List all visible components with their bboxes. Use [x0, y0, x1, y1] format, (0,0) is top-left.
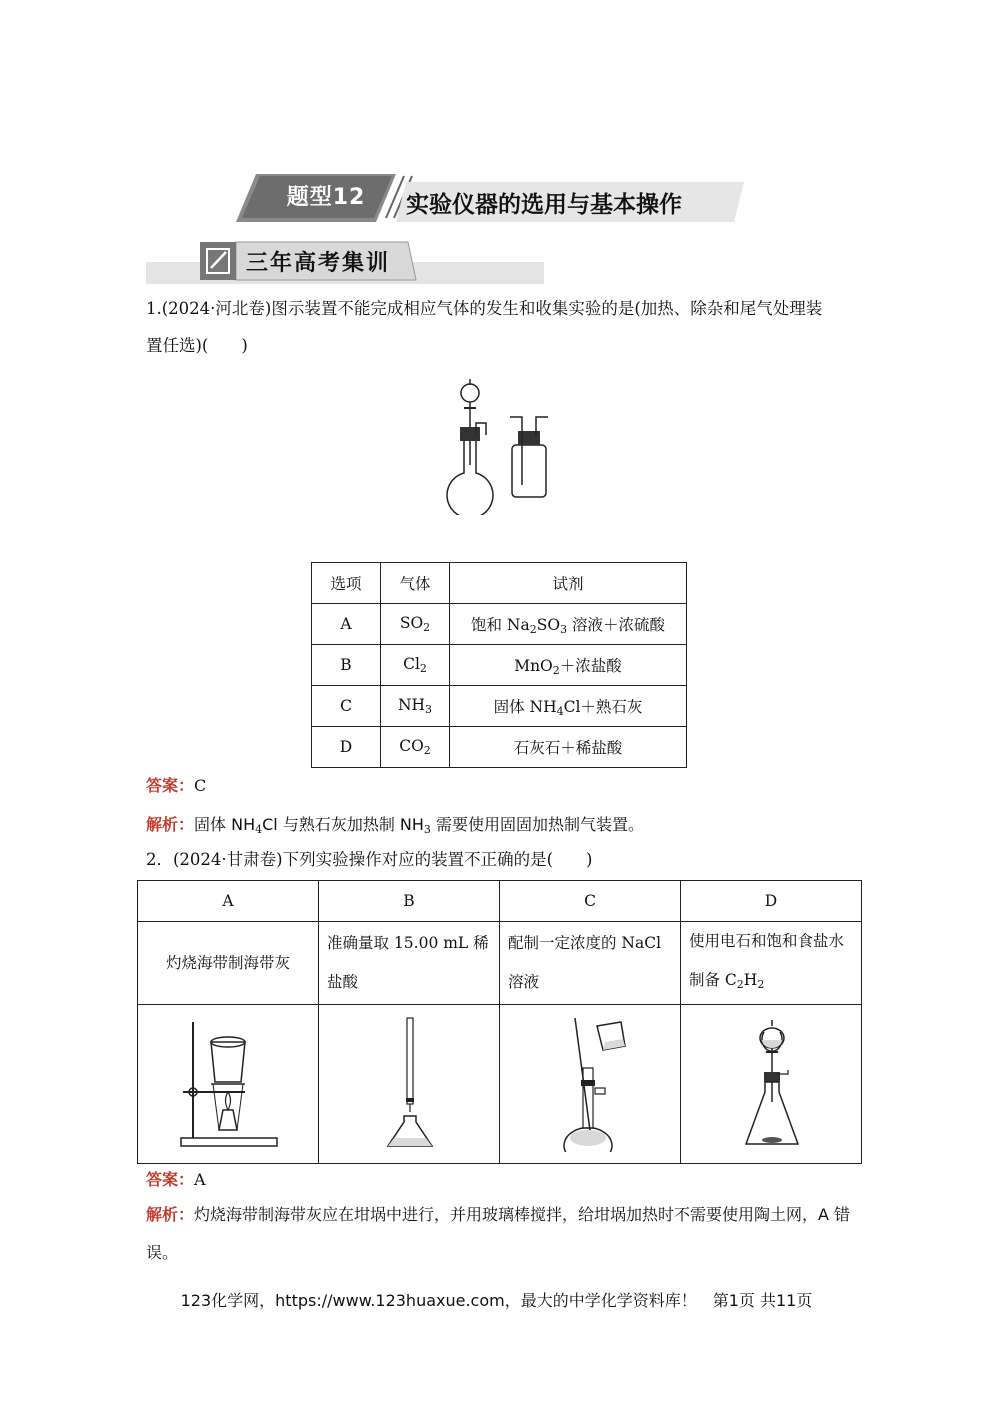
section-title: 三年高考集训 — [246, 251, 391, 276]
image-c — [500, 1005, 681, 1164]
header-b: B — [319, 881, 500, 922]
gas-text: NH — [397, 696, 426, 714]
reagent-subscript: 3 — [560, 622, 568, 636]
gas-subscript: 2 — [423, 744, 431, 757]
reagent-text: 饱和 Na — [471, 615, 530, 634]
reagent-text: 固体 NH — [493, 697, 557, 716]
section-header — [146, 240, 546, 284]
question-2-answer — [146, 1167, 206, 1190]
banner-tag: 题型12 — [286, 185, 366, 210]
burette-flask-apparatus — [354, 1012, 464, 1152]
evaporating-dish-burner-apparatus — [173, 1012, 283, 1152]
cell-option: A — [312, 604, 381, 645]
cell-gas — [381, 645, 450, 686]
gas-text: CO — [399, 737, 424, 755]
reagent-text: MnO — [514, 656, 553, 675]
reagent-table — [311, 562, 687, 768]
cell-gas — [381, 727, 450, 768]
gas-text: Cl — [403, 655, 420, 673]
explanation-text: Cl 与熟石灰加热制 NH — [262, 815, 424, 834]
reagent-subscript: 4 — [556, 704, 564, 718]
page-footer: 123化学网，https://www.123huaxue.com，最大的中学化学资料库！ 第1页 共11页 — [180, 1291, 813, 1310]
gas-subscript: 2 — [423, 621, 431, 634]
gas-subscript: 3 — [425, 703, 433, 716]
reagent-subscript: 2 — [529, 622, 537, 636]
cell-option: C — [312, 686, 381, 727]
answer-label: 答案： — [146, 1170, 195, 1189]
banner-title: 实验仪器的选用与基本操作 — [406, 192, 682, 218]
cell-reagent — [450, 686, 687, 727]
answer-value: A — [194, 1170, 206, 1189]
reagent-text: ＋浓盐酸 — [559, 656, 622, 675]
header-gas: 气体 — [381, 563, 450, 604]
cell-gas — [381, 686, 450, 727]
image-row — [138, 1005, 862, 1164]
reagent-text: 溶液＋浓硫酸 — [567, 615, 665, 634]
explanation-text: 固体 NH — [194, 815, 256, 834]
header-c: C — [500, 881, 681, 922]
header-a: A — [138, 881, 319, 922]
answer-value: C — [194, 776, 207, 795]
desc-d-subscript: 2 — [736, 978, 744, 991]
apparatus-table — [137, 880, 862, 1164]
explanation-text: 需要使用固固加热制气装置。 — [430, 815, 644, 834]
reagent-subscript: 2 — [552, 663, 560, 677]
description-row — [138, 922, 862, 1005]
cell-reagent — [450, 645, 687, 686]
table-row — [312, 645, 687, 686]
table-header-row — [138, 881, 862, 922]
desc-d-text: H — [743, 971, 758, 989]
table-row — [312, 686, 687, 727]
image-a — [138, 1005, 319, 1164]
desc-a: 灼烧海带制海带灰 — [138, 922, 319, 1005]
topic-banner — [236, 172, 746, 224]
gas-subscript: 2 — [419, 662, 427, 675]
question-2-text: 2．(2024·甘肃卷)下列实验操作对应的装置不正确的是( ) — [146, 850, 593, 869]
volumetric-flask-pouring-apparatus — [535, 1012, 645, 1152]
question-1 — [146, 290, 856, 364]
explanation-subscript: 4 — [255, 823, 263, 836]
table-header-row — [312, 563, 687, 604]
cell-option: D — [312, 727, 381, 768]
table-row — [312, 604, 687, 645]
header-option: 选项 — [312, 563, 381, 604]
explanation-label: 解析： — [146, 815, 195, 834]
desc-b: 准确量取 15.00 mL 稀盐酸 — [319, 922, 500, 1005]
explanation-subscript: 3 — [423, 823, 431, 836]
explanation-label: 解析： — [146, 1205, 195, 1224]
header-reagent: 试剂 — [450, 563, 687, 604]
cell-gas — [381, 604, 450, 645]
table-row — [312, 727, 687, 768]
question-1-text-line2: 置任选)( ) — [146, 336, 248, 355]
explanation-text: 灼烧海带制海带灰应在坩埚中进行，并用玻璃棒搅拌，给坩埚加热时不需要使用陶土网，A 错误。 — [146, 1205, 851, 1262]
cell-reagent — [450, 604, 687, 645]
desc-d-text: 使用电石和饱和食盐水制备 C — [689, 932, 845, 989]
cell-option: B — [312, 645, 381, 686]
question-1-answer — [146, 773, 206, 796]
cell-reagent: 石灰石＋稀盐酸 — [450, 727, 687, 768]
gas-text: SO — [399, 614, 424, 632]
desc-d-subscript: 2 — [757, 978, 765, 991]
answer-label: 答案： — [146, 776, 195, 795]
image-d — [681, 1005, 862, 1164]
question-2-explanation — [146, 1196, 856, 1272]
reagent-text: SO — [536, 615, 561, 634]
header-d: D — [681, 881, 862, 922]
desc-d — [681, 922, 862, 1005]
desc-c: 配制一定浓度的 NaCl 溶液 — [500, 922, 681, 1005]
separatory-funnel-flask-apparatus — [716, 1012, 826, 1152]
question-1-text-line1: 1.(2024·河北卷)图示装置不能完成相应气体的发生和收集实验的是(加热、除杂和尾气处理装 — [146, 299, 823, 318]
reagent-text: Cl＋熟石灰 — [563, 697, 643, 716]
image-b — [319, 1005, 500, 1164]
question-1-explanation — [146, 812, 644, 836]
gas-generation-collection-apparatus — [440, 375, 560, 515]
